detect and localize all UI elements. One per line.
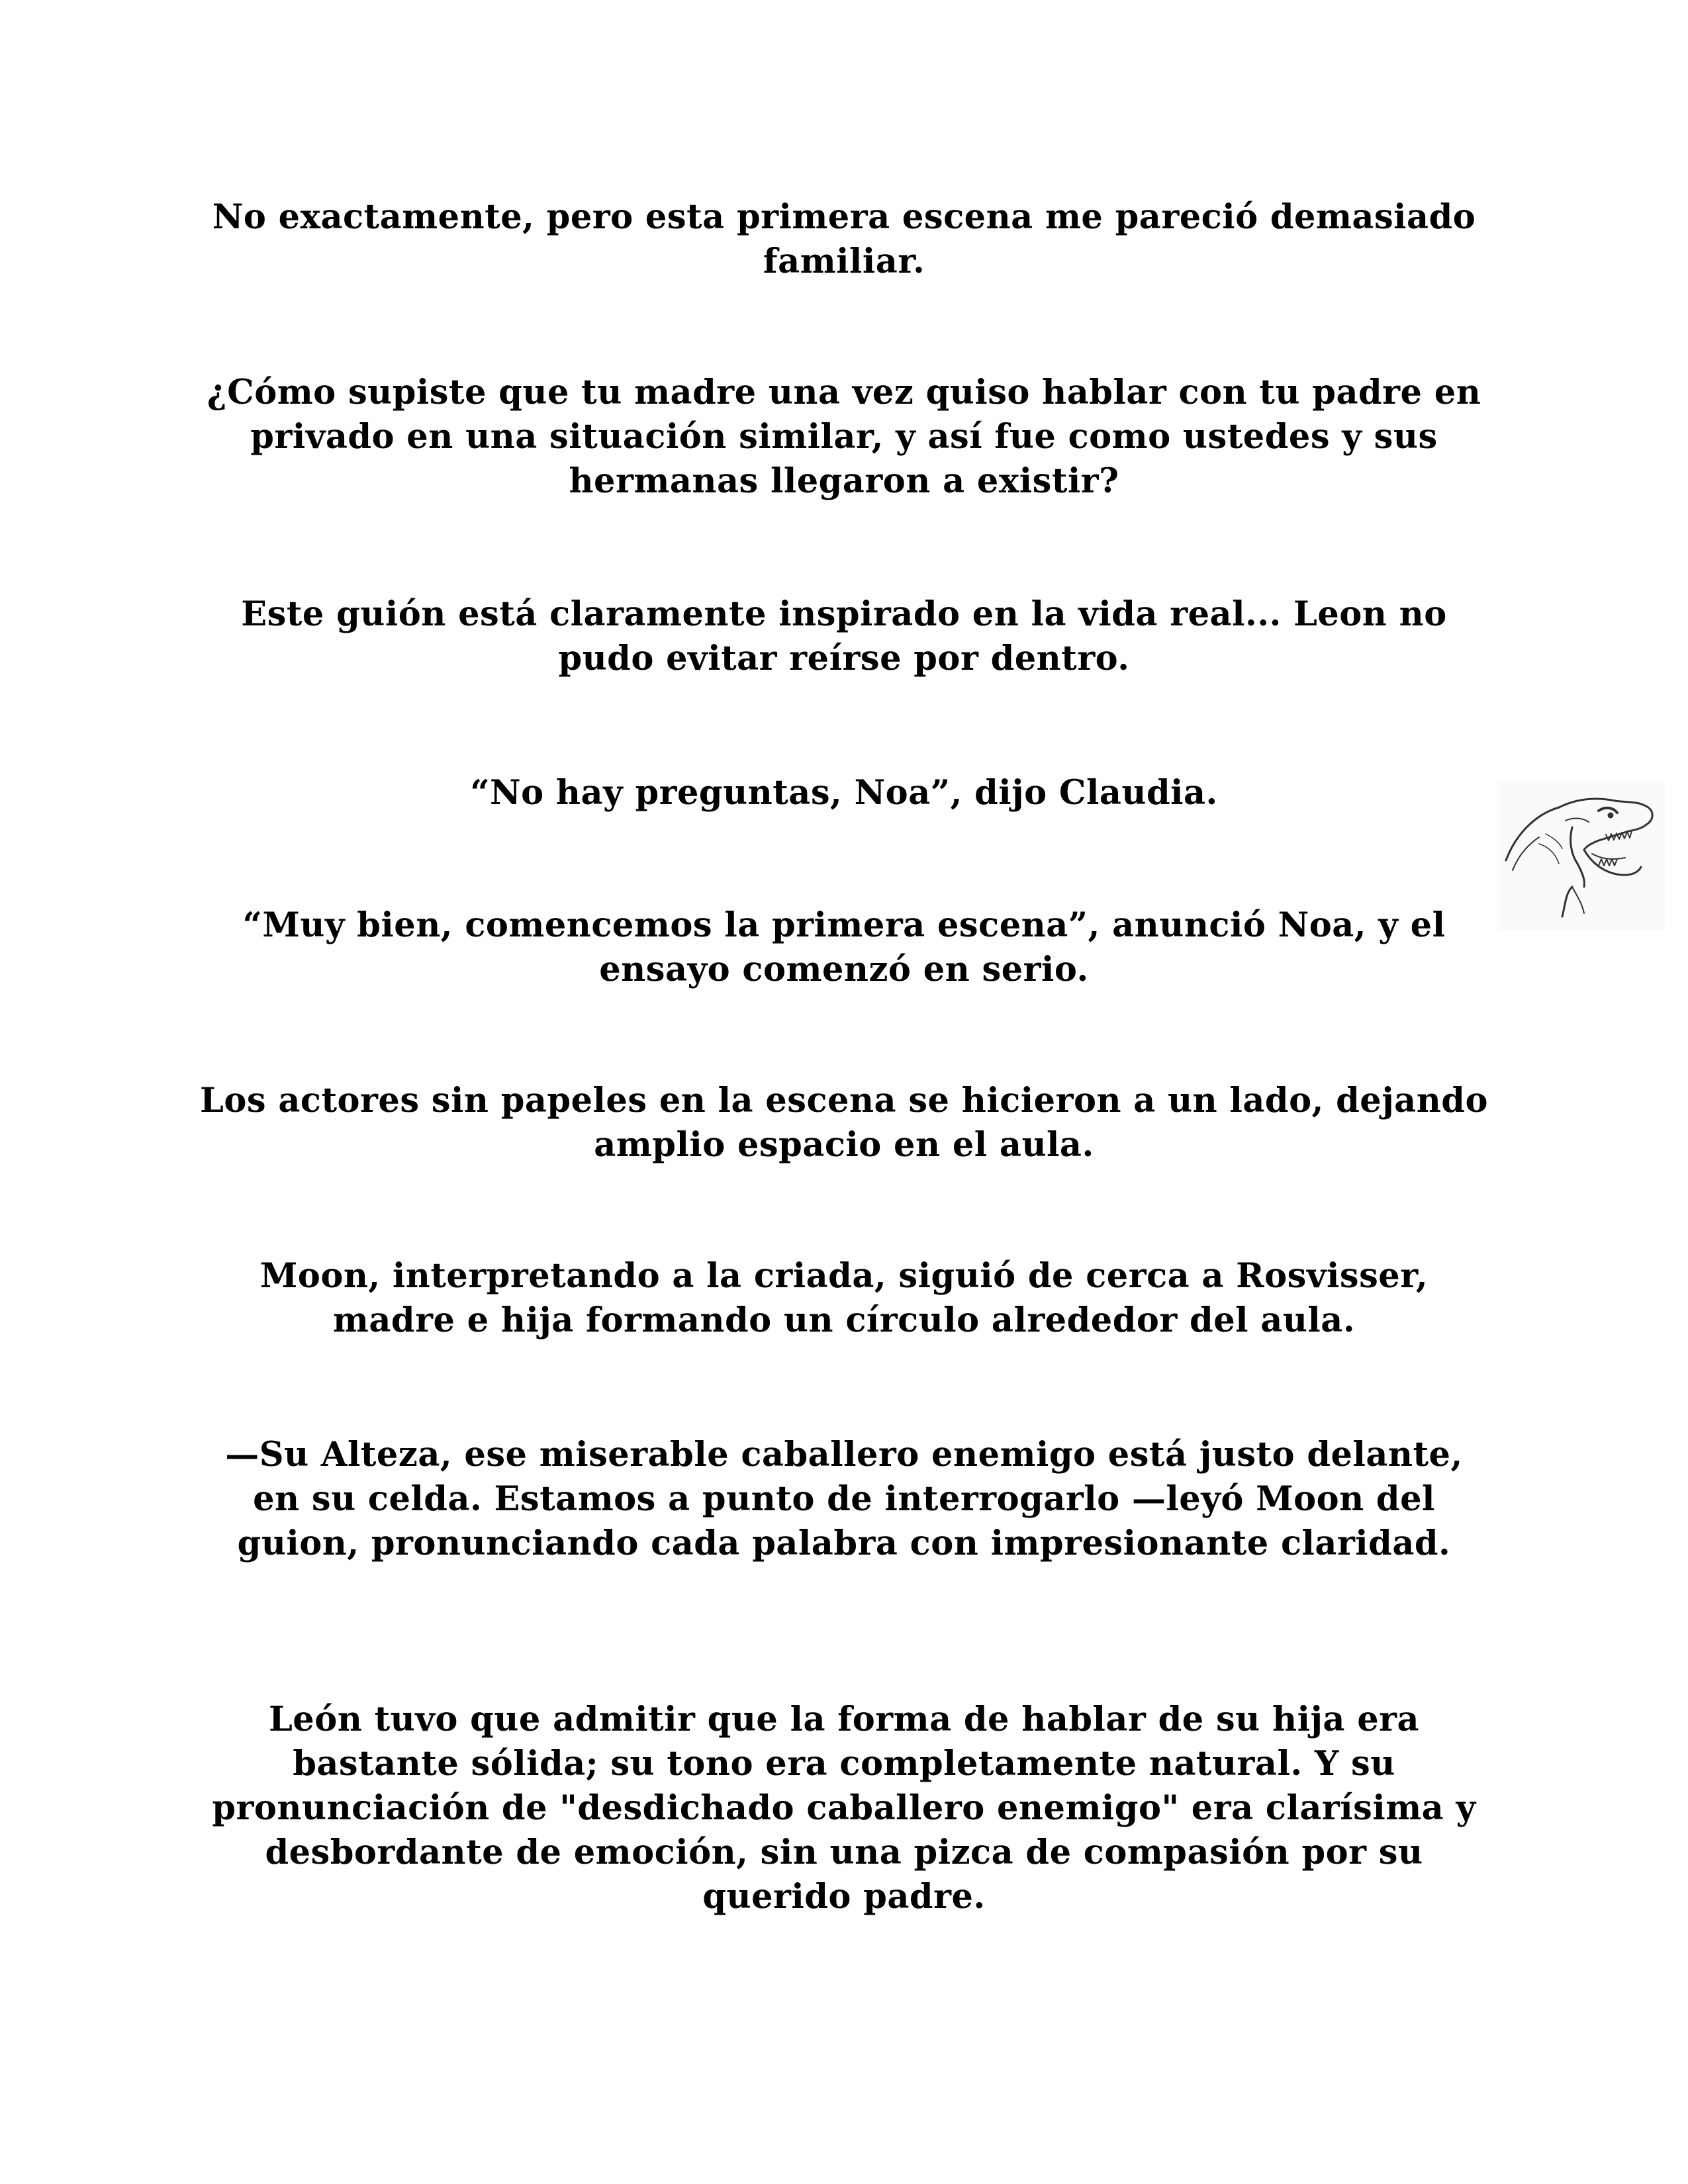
- paragraph-6: Los actores sin papeles en la escena se hicieron a un lado, dejando amplio espacio en el aula.: [200, 1081, 1488, 1165]
- paragraph-8: —Su Alteza, ese miserable caballero enemigo está justo delante, en su celda. Estamos a punto de interrogarlo —leyó Moon del guion, pronunciando cada palabra con impresionante claridad.: [225, 1435, 1463, 1563]
- paragraph-5: “Muy bien, comencemos la primera escena”, anunció Noa, y el ensayo comenzó en serio.: [242, 905, 1446, 989]
- paragraph-9: León tuvo que admitir que la forma de hablar de su hija era bastante sólida; su tono era completamente natural. Y su pronunciación de "desdichado caballero enemigo" era clarísima y desbordante de emoción, sin una pizca de compasión por su querido padre.: [212, 1700, 1476, 1917]
- paragraph-1: No exactamente, pero esta primera escena me pareció demasiado familiar.: [212, 197, 1476, 281]
- paragraph-7: Moon, interpretando a la criada, siguió de cerca a Rosvisser, madre e hija formando un círculo alrededor del aula.: [259, 1256, 1429, 1340]
- paragraph-4: “No hay preguntas, Noa”, dijo Claudia.: [470, 773, 1218, 813]
- dinosaur-sketch-icon: [1499, 781, 1665, 930]
- paragraph-2: ¿Cómo supiste que tu madre una vez quiso hablar con tu padre en privado en una situación similar, y así fue como ustedes y sus hermanas llegaron a existir?: [207, 373, 1481, 501]
- paragraph-3: Este guión está claramente inspirado en la vida real... Leon no pudo evitar reírse por dentro.: [241, 594, 1447, 678]
